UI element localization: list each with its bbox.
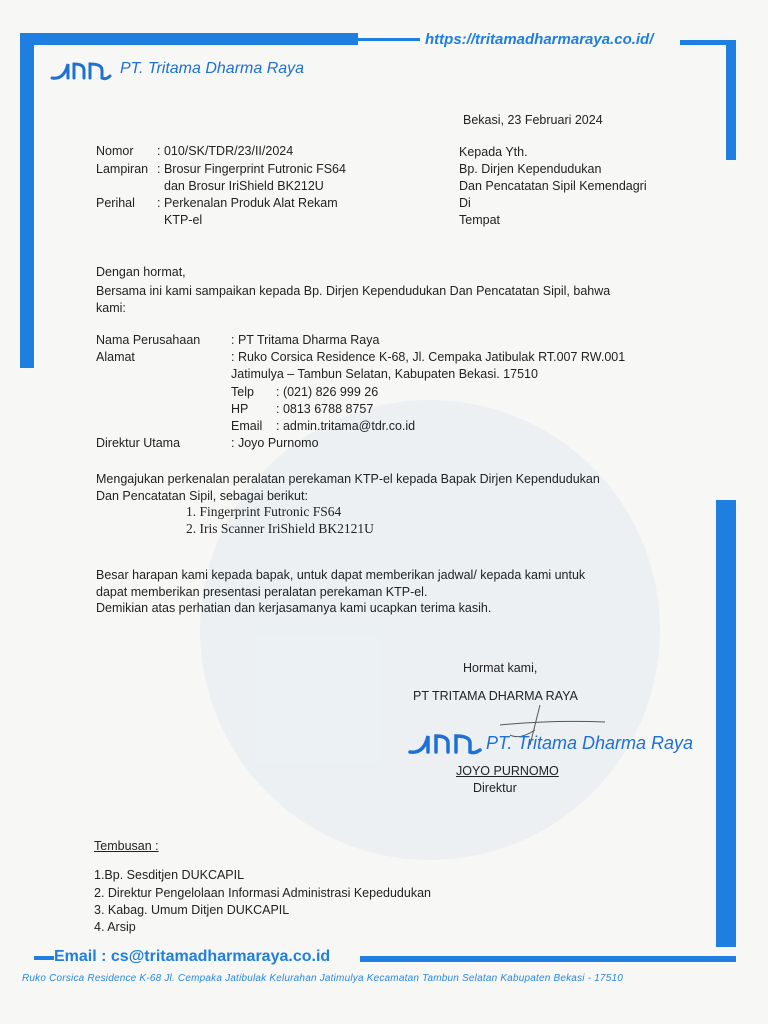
signer-company: PT TRITAMA DHARMA RAYA xyxy=(413,689,578,703)
company-name-label: Nama Perusahaan xyxy=(96,333,201,347)
perihal-value-2: KTP-el xyxy=(164,213,203,227)
lampiran-value-1: : Brosur Fingerprint Futronic FS64 xyxy=(157,162,346,176)
perihal-value-1: : Perkenalan Produk Alat Rekam xyxy=(157,196,338,210)
address-value-1: : Ruko Corsica Residence K-68, Jl. Cempaka Jatibulak RT.007 RW.001 xyxy=(231,350,626,364)
tembusan-label: Tembusan : xyxy=(94,839,159,853)
place-date: Bekasi, 23 Februari 2024 xyxy=(463,113,603,127)
address-label: Alamat xyxy=(96,350,135,364)
signer-title: Direktur xyxy=(473,781,517,795)
telp-label: Telp xyxy=(231,385,254,399)
email-value[interactable]: : admin.tritama@tdr.co.id xyxy=(276,419,416,433)
frame-right-bottom-bar xyxy=(716,500,736,947)
lampiran-label: Lampiran xyxy=(96,162,149,176)
company-logo-icon xyxy=(50,56,112,84)
frame-bottom-bar xyxy=(360,956,736,962)
stamp-logo-icon xyxy=(408,728,482,758)
recipient-line: Dan Pencatatan Sipil Kemendagri xyxy=(459,179,647,193)
tembusan-item: 2. Direktur Pengelolaan Informasi Administrasi Kepedudukan xyxy=(94,886,431,900)
perihal-label: Perihal xyxy=(96,196,135,210)
background-watermark xyxy=(200,400,660,860)
recipient-line: Kepada Yth. xyxy=(459,145,528,159)
tembusan-item: 1.Bp. Sesditjen DUKCAPIL xyxy=(94,868,245,882)
company-name-value: : PT Tritama Dharma Raya xyxy=(231,333,380,347)
intro-line-1: Bersama ini kami sampaikan kepada Bp. Dirjen Kependudukan Dan Pencatatan Sipil, bahwa xyxy=(96,284,611,298)
greeting: Dengan hormat, xyxy=(96,265,186,279)
intro-line-2: kami: xyxy=(96,301,126,315)
tembusan-item: 4. Arsip xyxy=(94,920,136,934)
recipient-line: Tempat xyxy=(459,213,500,227)
recipient-line: Bp. Dirjen Kependudukan xyxy=(459,162,602,176)
stamp-text: PT. Tritama Dharma Raya xyxy=(486,733,694,753)
closing-line-1: Besar harapan kami kepada bapak, untuk dapat memberikan jadwal/ kepada kami untuk xyxy=(96,568,586,582)
body-line-2: Dan Pencatatan Sipil, sebagai berikut: xyxy=(96,489,308,503)
telp-value: : (021) 826 999 26 xyxy=(276,385,379,399)
director-value: : Joyo Purnomo xyxy=(231,436,319,450)
company-logo-text: PT. Tritama Dharma Raya xyxy=(120,60,305,77)
product-item: 1. Fingerprint Futronic FS64 xyxy=(186,504,342,519)
hp-label: HP xyxy=(231,402,249,416)
product-item: 2. Iris Scanner IriShield BK2121U xyxy=(186,521,374,536)
lampiran-value-2: dan Brosur IriShield BK212U xyxy=(164,179,324,193)
address-value-2: Jatimulya – Tambun Selatan, Kabupaten Bekasi. 17510 xyxy=(231,367,538,381)
frame-right-top-bar xyxy=(726,40,736,160)
nomor-value: : 010/SK/TDR/23/II/2024 xyxy=(157,144,294,158)
frame-top-left-bar xyxy=(20,33,358,45)
body-line-1: Mengajukan perkenalan peralatan perekaman KTP-el kepada Bapak Dirjen Kependudukan xyxy=(96,472,600,486)
header-url[interactable]: https://tritamadharmaraya.co.id/ xyxy=(425,31,654,48)
footer-address: Ruko Corsica Residence K-68 Jl. Cempaka Jatibulak Kelurahan Jatimulya Kecamatan Tambun Selatan Kabupaten Bekasi - 17510 xyxy=(22,973,623,984)
footer-email[interactable]: Email : cs@tritamadharmaraya.co.id xyxy=(54,948,331,965)
email-label: Email xyxy=(231,419,263,433)
frame-bottom-left-bar xyxy=(34,956,54,960)
frame-top-thin-bar xyxy=(358,38,420,41)
closing-line-2: dapat memberikan presentasi peralatan perekaman KTP-el. xyxy=(96,585,428,599)
recipient-line: Di xyxy=(459,196,471,210)
director-label: Direktur Utama xyxy=(96,436,181,450)
hp-value: : 0813 6788 8757 xyxy=(276,402,374,416)
signer-name: JOYO PURNOMO xyxy=(456,764,559,778)
closing-line-3: Demikian atas perhatian dan kerjasamanya kami ucapkan terima kasih. xyxy=(96,601,492,615)
tembusan-item: 3. Kabag. Umum Ditjen DUKCAPIL xyxy=(94,903,290,917)
regards: Hormat kami, xyxy=(463,661,538,675)
frame-left-bar xyxy=(20,33,34,368)
nomor-label: Nomor xyxy=(96,144,134,158)
